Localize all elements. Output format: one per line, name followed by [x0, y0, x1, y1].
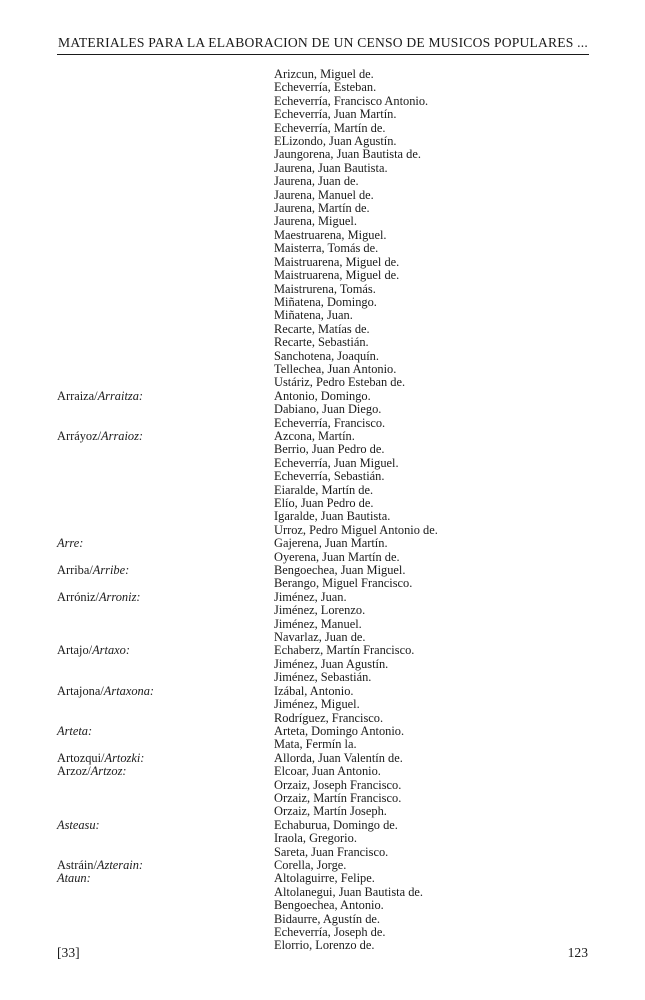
musician-name: Maistruarena, Miguel de.	[274, 254, 400, 269]
musician-names	[274, 685, 597, 725]
place-name	[57, 859, 267, 872]
place-name	[57, 564, 267, 577]
musician-name: Jiménez, Lorenzo.	[274, 603, 366, 618]
musician-name: Mata, Fermín la.	[274, 737, 357, 752]
running-header: MATERIALES PARA LA ELABORACION DE UN CENSO DE MUSICOS POPULARES ...	[58, 35, 588, 50]
musician-name: Orzaiz, Joseph Francisco.	[274, 777, 402, 792]
musician-name: Elcoar, Juan Antonio.	[274, 764, 381, 779]
musician-name: Tellechea, Juan Antonio.	[274, 361, 397, 376]
place-name	[57, 430, 267, 443]
place-name-basque: Artozki:	[104, 750, 145, 765]
musician-name: Jiménez, Manuel.	[274, 616, 362, 631]
musician-name: Sanchotena, Joaquín.	[274, 348, 379, 363]
musician-name: Orzaiz, Martín Francisco.	[274, 790, 402, 805]
musician-name: Antonio, Domingo.	[274, 388, 371, 403]
musician-name: Maistruarena, Miguel de.	[274, 268, 400, 283]
census-entry	[57, 765, 597, 819]
place-name-basque: Arre:	[57, 536, 84, 551]
musician-name: Echaberz, Martín Francisco.	[274, 643, 415, 658]
musician-name: Azcona, Martín.	[274, 428, 355, 443]
musician-name: Jaurena, Juan Bautista.	[274, 160, 388, 175]
musician-names	[274, 765, 597, 819]
musician-name: Bengoechea, Antonio.	[274, 898, 384, 913]
place-name	[57, 685, 267, 698]
header-rule	[57, 54, 589, 55]
census-entry	[57, 564, 597, 591]
place-name-basque: Arteta:	[57, 723, 93, 738]
census-entry	[57, 390, 597, 430]
musician-name: Recarte, Sebastián.	[274, 335, 369, 350]
musician-name: Jaurena, Miguel.	[274, 214, 357, 229]
census-entry	[57, 872, 597, 952]
musician-names	[274, 591, 597, 645]
census-entry	[57, 685, 597, 725]
musician-names	[274, 872, 597, 952]
musician-name: Maestruarena, Miguel.	[274, 227, 387, 242]
musician-name: ELizondo, Juan Agustín.	[274, 134, 397, 149]
musician-name: Echeverría, Francisco Antonio.	[274, 93, 429, 108]
place-name-basque: Arroniz:	[98, 589, 141, 604]
place-name-spanish: Artajona/	[57, 683, 104, 698]
musician-name: Ustáriz, Pedro Esteban de.	[274, 375, 406, 390]
place-name-basque: Artzoz:	[90, 764, 127, 779]
place-name-spanish: Arróniz/	[57, 589, 99, 604]
census-entry	[57, 430, 597, 537]
musician-name: Bidaurre, Agustín de.	[274, 911, 380, 926]
musician-names	[274, 390, 597, 430]
place-name	[57, 644, 267, 657]
place-name	[57, 752, 267, 765]
place-name-spanish: Arzoz/	[57, 764, 91, 779]
musician-name: Elorrio, Lorenzo de.	[274, 938, 375, 953]
musician-name: Maistrurena, Tomás.	[274, 281, 376, 296]
musician-name: Jaurena, Juan de.	[274, 174, 359, 189]
musician-name: Jaungorena, Juan Bautista de.	[274, 147, 421, 162]
place-name-spanish: Artajo/	[57, 643, 93, 658]
musician-name: Echeverría, Esteban.	[274, 80, 377, 95]
musician-name: Echeverría, Martín de.	[274, 120, 386, 135]
musician-name: Echaburua, Domingo de.	[274, 817, 398, 832]
musician-name: Izábal, Antonio.	[274, 683, 354, 698]
place-name-spanish: Astráin/	[57, 857, 97, 872]
musician-names	[274, 859, 597, 872]
page-number: 123	[567, 945, 588, 960]
place-name-basque: Artaxo:	[92, 643, 130, 658]
musician-names	[274, 644, 597, 684]
place-name	[57, 725, 267, 738]
census-entry	[57, 68, 597, 390]
place-name	[57, 872, 267, 885]
musician-name: Eiaralde, Martín de.	[274, 482, 374, 497]
musician-name: Echeverría, Juan Martín.	[274, 107, 397, 122]
census-entry	[57, 725, 597, 752]
census-entry-list	[57, 68, 597, 953]
place-name-basque: Arribe:	[92, 563, 130, 578]
musician-name: Navarlaz, Juan de.	[274, 630, 366, 645]
musician-name: Berango, Miguel Francisco.	[274, 576, 413, 591]
musician-name: Corella, Jorge.	[274, 857, 347, 872]
musician-names	[274, 430, 597, 537]
musician-name: Miñatena, Domingo.	[274, 294, 377, 309]
musician-name: Jiménez, Juan Agustín.	[274, 656, 389, 671]
page-reference: [33]	[57, 945, 80, 960]
musician-name: Recarte, Matías de.	[274, 321, 370, 336]
place-name	[57, 765, 267, 778]
musician-names	[274, 819, 597, 859]
census-entry	[57, 537, 597, 564]
place-name-spanish: Artozqui/	[57, 750, 105, 765]
place-name-basque: Azterain:	[96, 857, 144, 872]
musician-names	[274, 752, 597, 765]
musician-name: Jiménez, Miguel.	[274, 697, 360, 712]
census-entry	[57, 859, 597, 872]
musician-name: Echeverría, Joseph de.	[274, 925, 386, 939]
musician-name: Oyerena, Juan Martín de.	[274, 549, 400, 564]
place-name-spanish: Arriba/	[57, 563, 93, 578]
musician-name: Sareta, Juan Francisco.	[274, 844, 389, 859]
musician-name: Rodríguez, Francisco.	[274, 710, 384, 725]
musician-name: Altolaguirre, Felipe.	[274, 871, 375, 886]
place-name-basque: Ataun:	[57, 871, 91, 886]
musician-name: Urroz, Pedro Miguel Antonio de.	[274, 522, 438, 537]
musician-name: Elío, Juan Pedro de.	[274, 496, 374, 510]
musician-name: Jiménez, Sebastián.	[274, 670, 372, 685]
place-name-basque: Asteasu:	[57, 817, 100, 832]
musician-name: Miñatena, Juan.	[274, 308, 353, 323]
musician-name: Jaurena, Martín de.	[274, 201, 370, 216]
census-entry	[57, 644, 597, 684]
musician-name: Igaralde, Juan Bautista.	[274, 509, 391, 524]
census-entry	[57, 591, 597, 645]
musician-name: Echeverría, Sebastián.	[274, 469, 385, 484]
musician-name: Allorda, Juan Valentín de.	[274, 750, 403, 765]
place-name	[57, 390, 267, 403]
place-name-spanish: Arraiza/	[57, 388, 98, 403]
musician-name: Jiménez, Juan.	[274, 589, 347, 604]
musician-name: Maisterra, Tomás de.	[274, 241, 379, 256]
census-entry	[57, 819, 597, 859]
musician-names	[274, 537, 597, 564]
place-name-basque: Arraitza:	[97, 388, 144, 403]
musician-name: Jaurena, Manuel de.	[274, 187, 374, 202]
musician-name: Echeverría, Juan Miguel.	[274, 455, 399, 470]
place-name	[57, 819, 267, 832]
musician-names	[274, 725, 597, 752]
musician-name: Orzaiz, Martín Joseph.	[274, 804, 387, 819]
musician-name: Dabiano, Juan Diego.	[274, 402, 382, 417]
musician-name: Gajerena, Juan Martín.	[274, 536, 388, 551]
musician-name: Berrio, Juan Pedro de.	[274, 442, 385, 457]
musician-names	[274, 68, 597, 390]
place-name	[57, 591, 267, 604]
census-entry	[57, 752, 597, 765]
musician-name: Echeverría, Francisco.	[274, 415, 386, 430]
musician-name: Iraola, Gregorio.	[274, 831, 357, 846]
musician-name: Arteta, Domingo Antonio.	[274, 723, 405, 738]
place-name-spanish: Arráyoz/	[57, 428, 102, 443]
place-name	[57, 537, 267, 550]
place-name-basque: Arraioz:	[101, 428, 144, 443]
musician-names	[274, 564, 597, 591]
musician-name: Arizcun, Miguel de.	[274, 67, 374, 81]
musician-name: Bengoechea, Juan Miguel.	[274, 563, 406, 578]
place-name-basque: Artaxona:	[103, 683, 155, 698]
musician-name: Altolanegui, Juan Bautista de.	[274, 884, 424, 899]
